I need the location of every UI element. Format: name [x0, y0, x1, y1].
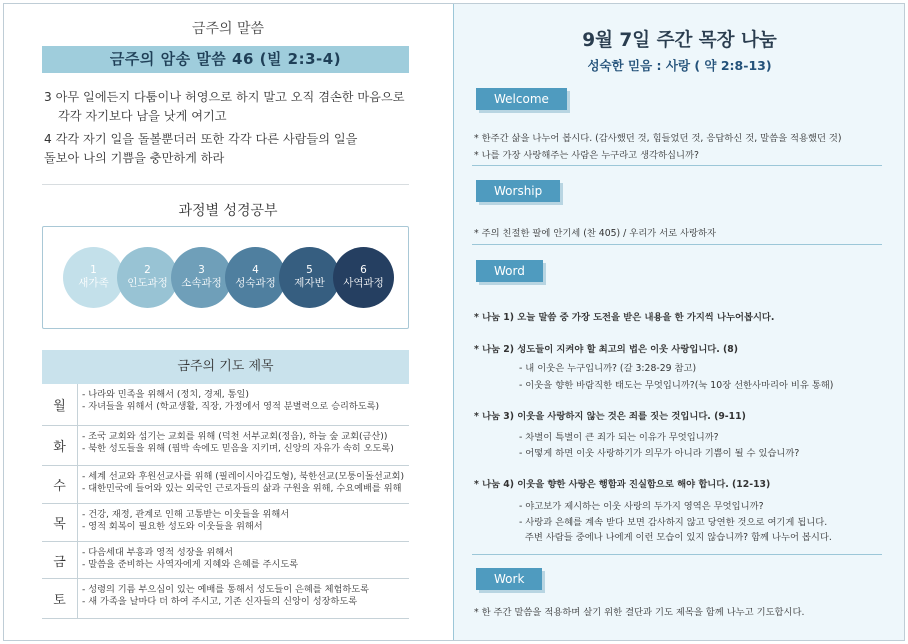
word-section-title: 금주의 말씀: [191, 21, 265, 37]
sharing-subquestion: - 차별이 특별이 큰 죄가 되는 이유가 무엇입니까?: [519, 432, 719, 443]
prayer-item: - 북한 성도들을 위해 (핍박 속에도 믿음을 지키며, 신앙의 자유가 속히 오도록): [82, 443, 394, 454]
prayer-item: - 말씀을 준비하는 사역자에게 지혜와 은혜를 주시도록: [82, 559, 299, 570]
prayer-row: [42, 384, 409, 426]
prayer-day: 목: [42, 504, 78, 541]
bible-study-title: 과정별 성경공부: [178, 203, 278, 219]
sharing-subquestion: - 내 이웃은 누구입니까? (갈 3:28-29 참고): [519, 363, 697, 374]
prayer-row: [42, 579, 409, 619]
prayer-item: - 새 가족을 날마다 더 하여 주시고, 기존 신자들의 신앙이 성장하도록: [82, 596, 358, 607]
prayer-item: - 나라와 민족을 위해서 (정치, 경제, 통일): [82, 389, 249, 400]
prayer-items: [78, 384, 409, 425]
sharing-subquestion: - 이웃을 향한 바람직한 태도는 무엇입니까?(눅 10장 선한사마리아 비유 통해): [519, 380, 834, 391]
prayer-day: 화: [42, 426, 78, 465]
prayer-day: 월: [42, 384, 78, 425]
course-circle: [63, 247, 124, 308]
course-name: 소속과정: [181, 277, 222, 289]
prayer-item: - 세계 선교와 후원선교사를 위해 (필레이시아김도형), 북한선교(모퉁이돌선교회): [82, 471, 405, 482]
prayer-items: [78, 542, 409, 578]
course-circle: [333, 247, 394, 308]
course-number: 4: [252, 264, 259, 276]
sharing-question: * 나눔 2) 성도들이 지켜야 할 최고의 법은 이웃 사랑입니다. (8): [474, 344, 739, 355]
course-number: 3: [198, 264, 205, 276]
course-circle: [279, 247, 340, 308]
prayer-item: - 영적 회복이 필요한 성도와 이웃들을 위해서: [82, 521, 263, 532]
divider: [472, 244, 882, 245]
sharing-subtitle: 성숙한 믿음 : 사랑 ( 약 2:8-13): [587, 58, 772, 73]
welcome-tab: Welcome: [476, 88, 567, 110]
prayer-item: - 대한민국에 들어와 있는 외국인 근로자들의 삶과 구원을 위해, 수요예배를 위해: [82, 483, 402, 494]
prayer-row: [42, 504, 409, 542]
verse-line: 3 아무 일에든지 다툼이나 허영으로 하지 말고 오직 겸손한 마음으로: [44, 90, 405, 104]
prayer-items: [78, 504, 409, 541]
verse-line: 돌보아 나의 기쁨을 충만하게 하라: [44, 151, 225, 165]
prayer-item: - 건강, 재정, 관계로 인해 고통받는 이웃들을 위해서: [82, 509, 290, 520]
sharing-subquestion: 주변 사람들 중에나 나에게 이런 모습이 있지 않습니까? 함께 나누어 봅시다.: [519, 532, 832, 543]
course-number: 2: [144, 264, 151, 276]
sharing-question: * 나눔 1) 오늘 말씀 중 가장 도전을 받은 내용을 한 가지씩 나누어봅시다.: [474, 312, 775, 323]
sharing-subquestion: - 사랑과 은혜를 계속 받다 보면 감사하지 않고 당연한 것으로 여기게 됩니다.: [519, 517, 828, 528]
prayer-items: [78, 466, 409, 503]
right-panel: [453, 4, 904, 640]
worship-tab: Worship: [476, 180, 560, 202]
prayer-items: [78, 426, 409, 465]
course-circle: [225, 247, 286, 308]
prayer-item: - 조국 교회와 섬기는 교회를 위해 (덕천 서부교회(정읍), 하늘 숲 교회(금산)): [82, 431, 388, 442]
divider: [472, 165, 882, 166]
sharing-title: 9월 7일 주간 목장 나눔: [582, 30, 777, 51]
verse-line: 4 각각 자기 일을 돌볼뿐더러 또한 각각 다른 사람들의 일을: [44, 132, 358, 146]
prayer-day: 금: [42, 542, 78, 578]
welcome-line: * 나를 가장 사랑해주는 사람은 누구라고 생각하십니까?: [474, 150, 699, 161]
course-circle: [117, 247, 178, 308]
course-number: 5: [306, 264, 313, 276]
sharing-question: * 나눔 3) 이웃을 사랑하지 않는 것은 죄를 짓는 것입니다. (9-11): [474, 411, 746, 422]
verse-line: 각각 자기보다 남을 낫게 여기고: [58, 109, 227, 123]
prayer-item: - 성령의 기름 부으심이 있는 예배를 통해서 성도들이 은혜를 체험하도록: [82, 584, 369, 595]
welcome-line: * 한주간 삶을 나누어 봅시다. (감사했던 것, 힘들었던 것, 응답하신 것, 말씀을 적용했던 것): [474, 133, 842, 144]
prayer-heading: 금주의 기도 제목: [42, 350, 409, 384]
prayer-row: [42, 426, 409, 466]
prayer-row: [42, 542, 409, 579]
course-diagram: [42, 226, 409, 329]
worship-line: * 주의 친절한 팔에 안기세 (찬 405) / 우리가 서로 사랑하자: [474, 228, 716, 239]
prayer-item: - 다음세대 부흥과 영적 성장을 위해서: [82, 547, 234, 558]
prayer-row: [42, 466, 409, 504]
memory-verse-text: [44, 88, 424, 168]
course-number: 1: [90, 264, 97, 276]
prayer-day: 수: [42, 466, 78, 503]
course-name: 성숙과정: [235, 277, 276, 289]
memory-verse-heading: 금주의 암송 말씀 46 (빌 2:3-4): [42, 46, 409, 73]
course-name: 사역과정: [343, 277, 384, 289]
course-number: 6: [360, 264, 367, 276]
work-tab: Work: [476, 568, 542, 590]
course-name: 인도과정: [127, 277, 168, 289]
divider: [42, 184, 409, 185]
divider: [472, 554, 882, 555]
prayer-day: 토: [42, 579, 78, 618]
sharing-question: * 나눔 4) 이웃을 향한 사랑은 행함과 진실함으로 해야 합니다. (12-13): [474, 479, 771, 490]
prayer-item: - 자녀들을 위해서 (학교생활, 직장, 가정에서 영적 분별력으로 승리하도록): [82, 401, 380, 412]
left-panel: [4, 4, 452, 640]
course-circle: [171, 247, 232, 308]
sharing-subquestion: - 어떻게 하면 이웃 사랑하기가 의무가 아니라 기쁨이 될 수 있습니까?: [519, 448, 800, 459]
word-tab: Word: [476, 260, 543, 282]
sharing-subquestion: - 야고보가 제시하는 이웃 사랑의 두가지 영역은 무엇입니까?: [519, 501, 764, 512]
course-name: 제자반: [294, 277, 325, 289]
course-name: 새가족: [78, 277, 109, 289]
prayer-items: [78, 579, 409, 618]
prayer-table: [42, 384, 409, 619]
work-line: * 한 주간 말씀을 적용하며 살기 위한 결단과 기도 제목을 함께 나누고 기도합시다.: [474, 607, 805, 618]
